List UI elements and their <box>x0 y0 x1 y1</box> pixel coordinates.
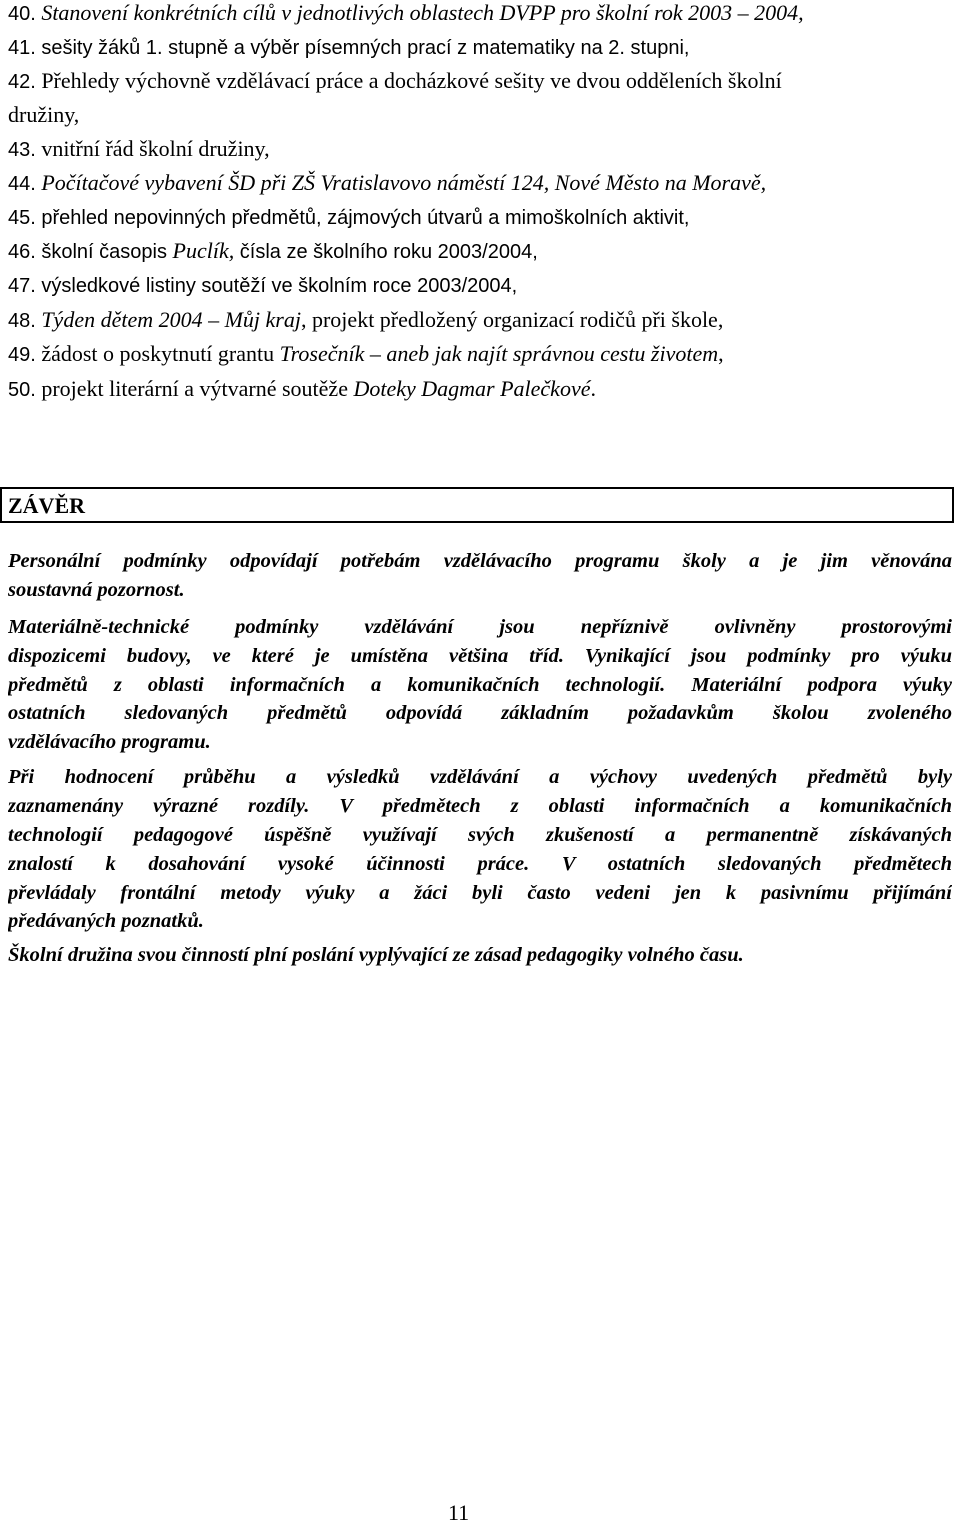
item-text: školní časopis <box>35 241 173 263</box>
item-number: 43. <box>8 139 36 161</box>
item-text: přehled nepovinných předmětů, zájmových útvarů a mimoškolních aktivit, <box>35 207 690 229</box>
list-item <box>8 69 782 94</box>
item-text: Doteky Dagmar Palečkové <box>353 376 591 401</box>
list-item <box>8 1 804 26</box>
item-number: 46. <box>8 241 36 263</box>
conclusion-line: ostatních sledovaných předmětů odpovídá základním požadavkům školou zvoleného <box>8 702 952 724</box>
item-text: , projekt předložený organizací rodičů při škole, <box>300 307 724 332</box>
item-number: 48. <box>8 310 36 332</box>
conclusion-line: soustavná pozornost. <box>8 579 185 601</box>
item-text: projekt literární a výtvarné soutěže <box>35 376 354 401</box>
list-item <box>8 342 724 367</box>
item-text: Puclík, <box>172 238 235 263</box>
item-number: 41. <box>8 37 36 59</box>
item-text: čísla ze školního roku 2003/2004, <box>234 241 538 263</box>
list-item <box>8 171 766 196</box>
item-number: 45. <box>8 207 36 229</box>
item-text: Přehledy výchovně vzdělávací práce a docházkové sešity ve dvou odděleních školní <box>35 68 782 93</box>
item-number: 44. <box>8 173 36 195</box>
conclusion-line: technologií pedagogové úspěšně využívají svých zkušeností a permanentně získávaných <box>8 824 952 846</box>
list-item <box>8 273 517 298</box>
conclusion-line: Materiálně-technické podmínky vzdělávání jsou nepříznivě ovlivněny prostorovými <box>8 616 952 638</box>
item-text: . <box>590 376 596 401</box>
conclusion-line: předmětů z oblasti informačních a komunikačních technologií. Materiální podpora výuky <box>8 674 952 696</box>
page-number: 11 <box>448 1500 470 1525</box>
conclusion-line: předávaných poznatků. <box>8 910 204 932</box>
conclusion-line: znalostí k dosahování vysoké účinnosti práce. V ostatních sledovaných předmětech <box>8 853 952 875</box>
list-item <box>8 205 689 230</box>
list-item <box>8 35 689 60</box>
conclusion-line: zaznamenány výrazné rozdíly. V předmětech z oblasti informačních a komunikačních <box>8 795 952 817</box>
list-item-continuation: družiny, <box>8 102 80 127</box>
item-text: Týden dětem 2004 – Můj kraj <box>41 307 301 332</box>
item-number: 40. <box>8 3 36 25</box>
item-text: Trosečník – aneb jak najít správnou cestu životem <box>279 341 719 366</box>
conclusion-heading: ZÁVĚR <box>8 493 86 518</box>
conclusion-line: Školní družina svou činností plní poslání vyplývající ze zásad pedagogiky volného času. <box>8 944 744 966</box>
item-text: Počítačové vybavení ŠD při ZŠ Vratislavovo náměstí 124, Nové Město na Moravě, <box>41 170 767 195</box>
list-item <box>8 137 270 162</box>
item-number: 42. <box>8 71 36 93</box>
conclusion-line: Personální podmínky odpovídají potřebám vzdělávacího programu školy a je jim věnována <box>8 550 952 572</box>
item-text: vnitřní řád školní družiny, <box>35 136 270 161</box>
conclusion-line: vzdělávacího programu. <box>8 731 211 753</box>
item-text: žádost o poskytnutí grantu <box>35 341 280 366</box>
conclusion-line: převládaly frontální metody výuky a žáci byli často vedeni jen k pasivnímu přijímání <box>8 882 952 904</box>
item-text: , <box>718 341 724 366</box>
item-text: sešity žáků 1. stupně a výběr písemných prací z matematiky na 2. stupni, <box>35 37 690 59</box>
item-text: výsledkové listiny soutěží ve školním roce 2003/2004, <box>35 275 518 297</box>
conclusion-line: dispozicemi budovy, ve které je umístěna většina tříd. Vynikající jsou podmínky pro výuku <box>8 645 952 667</box>
list-item <box>8 308 723 333</box>
list-item <box>8 377 596 402</box>
item-text: Stanovení konkrétních cílů v jednotlivých oblastech DVPP pro školní rok 2003 – 2004, <box>41 0 804 25</box>
item-number: 49. <box>8 344 36 366</box>
list-item <box>8 239 538 264</box>
conclusion-heading-box <box>0 487 954 523</box>
conclusion-line: Při hodnocení průběhu a výsledků vzdělávání a výchovy uvedených předmětů byly <box>8 766 952 788</box>
item-number: 47. <box>8 275 36 297</box>
item-number: 50. <box>8 379 36 401</box>
